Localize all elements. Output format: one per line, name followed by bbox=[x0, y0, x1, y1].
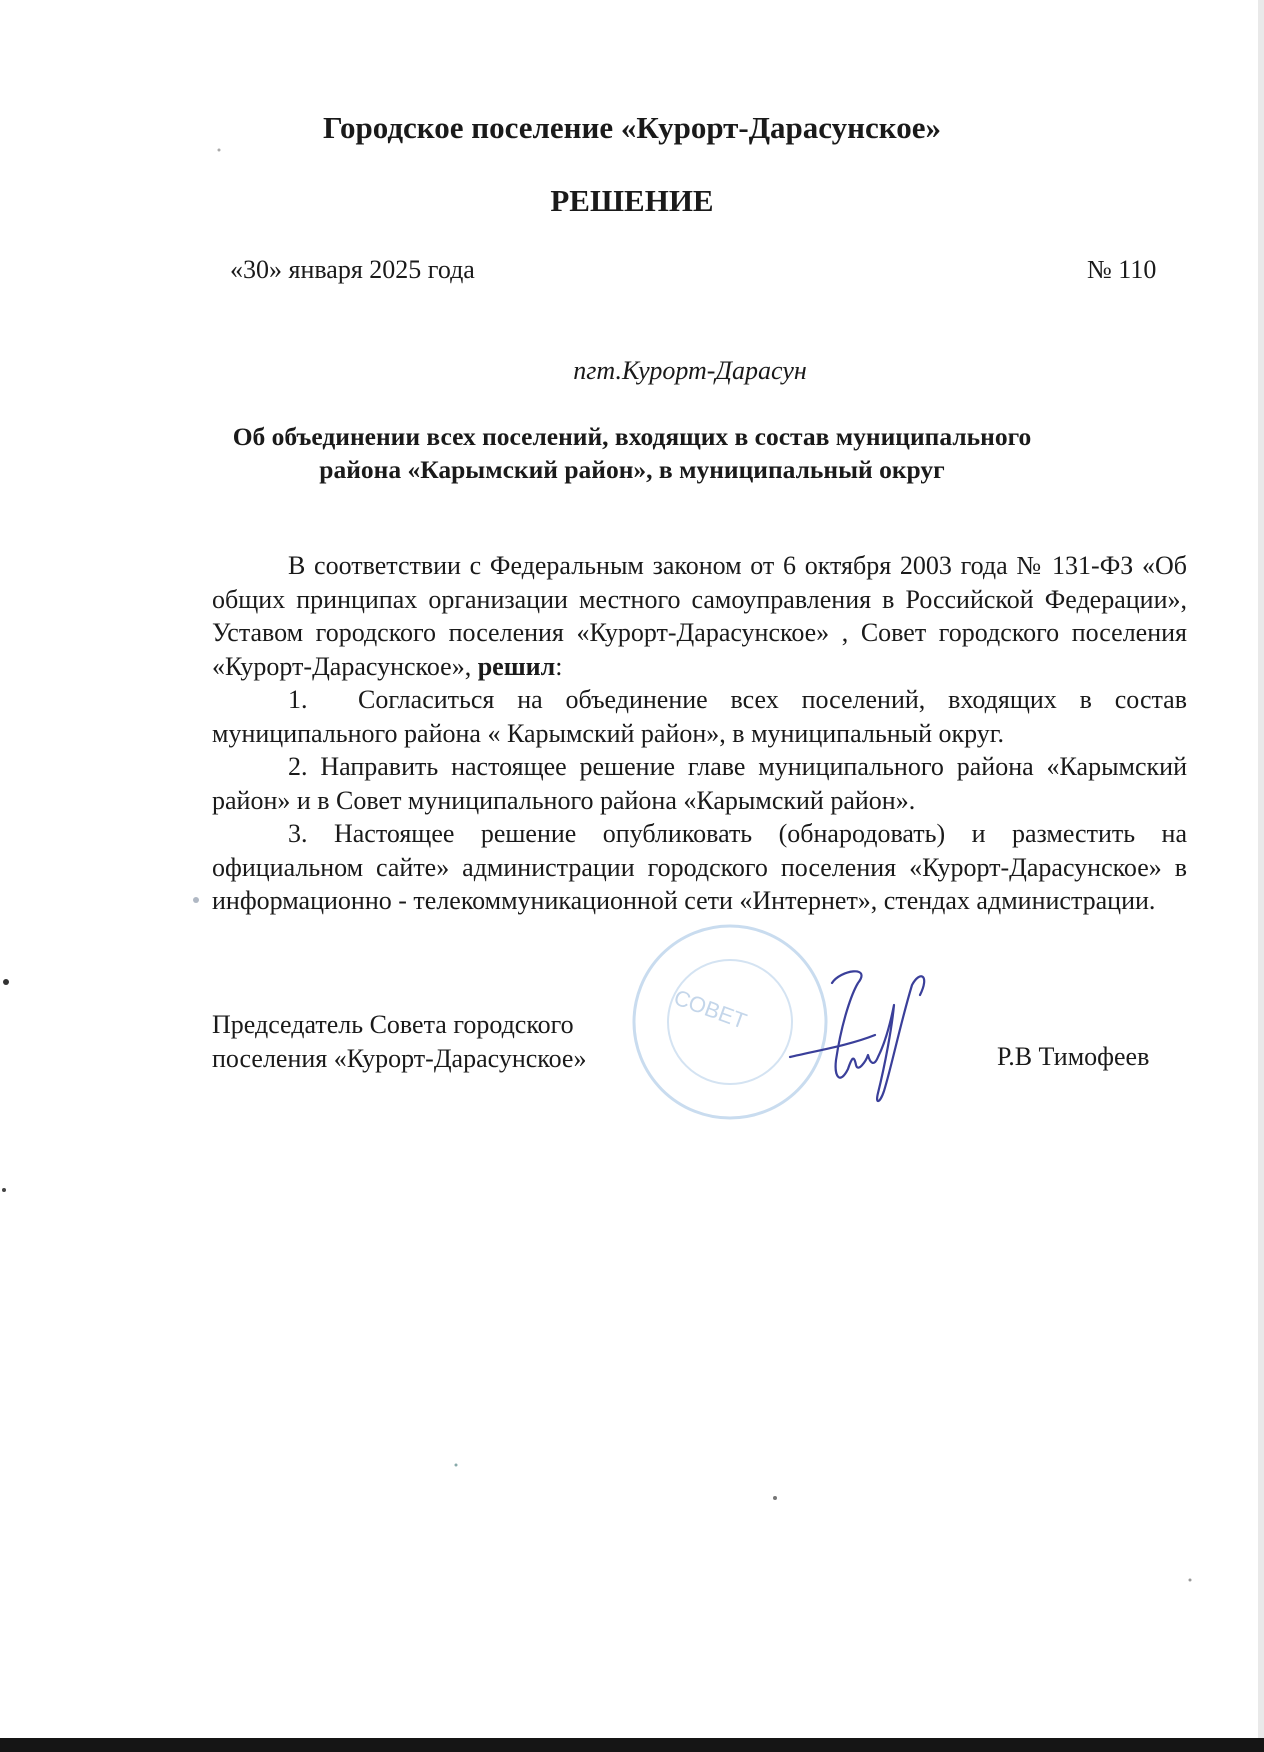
organization-title: Городское поселение «Курорт-Дарасунское» bbox=[323, 110, 941, 145]
signatory-position bbox=[212, 1008, 586, 1076]
item-3-paragraph: 3. Настоящее решение опубликовать (обнародовать) и разместить на официальном сайте» администрации городского поселения «Курорт-Дарасунское» в информационно - телекоммуникационной сети «Интернет», стендах администрации. bbox=[212, 819, 1187, 915]
document-number: № 110 bbox=[1087, 255, 1157, 284]
handwritten-signature bbox=[780, 965, 950, 1125]
document-subject: Об объединении всех поселений, входящих в состав муниципального района «Карымский район», в муниципальный округ bbox=[232, 422, 1032, 484]
decided-word: решил bbox=[477, 651, 556, 681]
document-place: пгт.Курорт-Дарасун bbox=[573, 356, 807, 385]
item-1-number: 1. bbox=[288, 685, 308, 714]
preamble-paragraph bbox=[212, 549, 1187, 683]
document-date: «30» января 2025 года bbox=[230, 255, 475, 284]
item-1-text: Согласиться на объединение всех поселений, входящих в состав муниципального района « Карымский район», в муниципальный округ. bbox=[212, 685, 1187, 748]
signatory-name: Р.В Тимофеев bbox=[997, 1042, 1150, 1071]
signatory-position-line1: Председатель Совета городского bbox=[212, 1010, 574, 1039]
item-2-paragraph: 2. Направить настоящее решение главе муниципального района «Карымский район» и в Совет муниципального района «Карымский район». bbox=[212, 752, 1187, 815]
document-body bbox=[212, 549, 1187, 918]
decided-punct: : bbox=[555, 651, 563, 681]
preamble-text: В соответствии с Федеральным законом от 6 октября 2003 года № 131-ФЗ «Об общих принципах организации местного самоуправления в Российской Федерации», Уставом городского поселения «Курорт-Дарасунское» , Совет городского поселения «Курорт-Дарасунское», bbox=[212, 551, 1187, 681]
stamp-text: СОВЕТ bbox=[670, 984, 751, 1034]
item-1-paragraph bbox=[212, 683, 1187, 750]
signatory-position-line2: поселения «Курорт-Дарасунское» bbox=[212, 1044, 587, 1073]
document-type: РЕШЕНИЕ bbox=[550, 183, 714, 218]
